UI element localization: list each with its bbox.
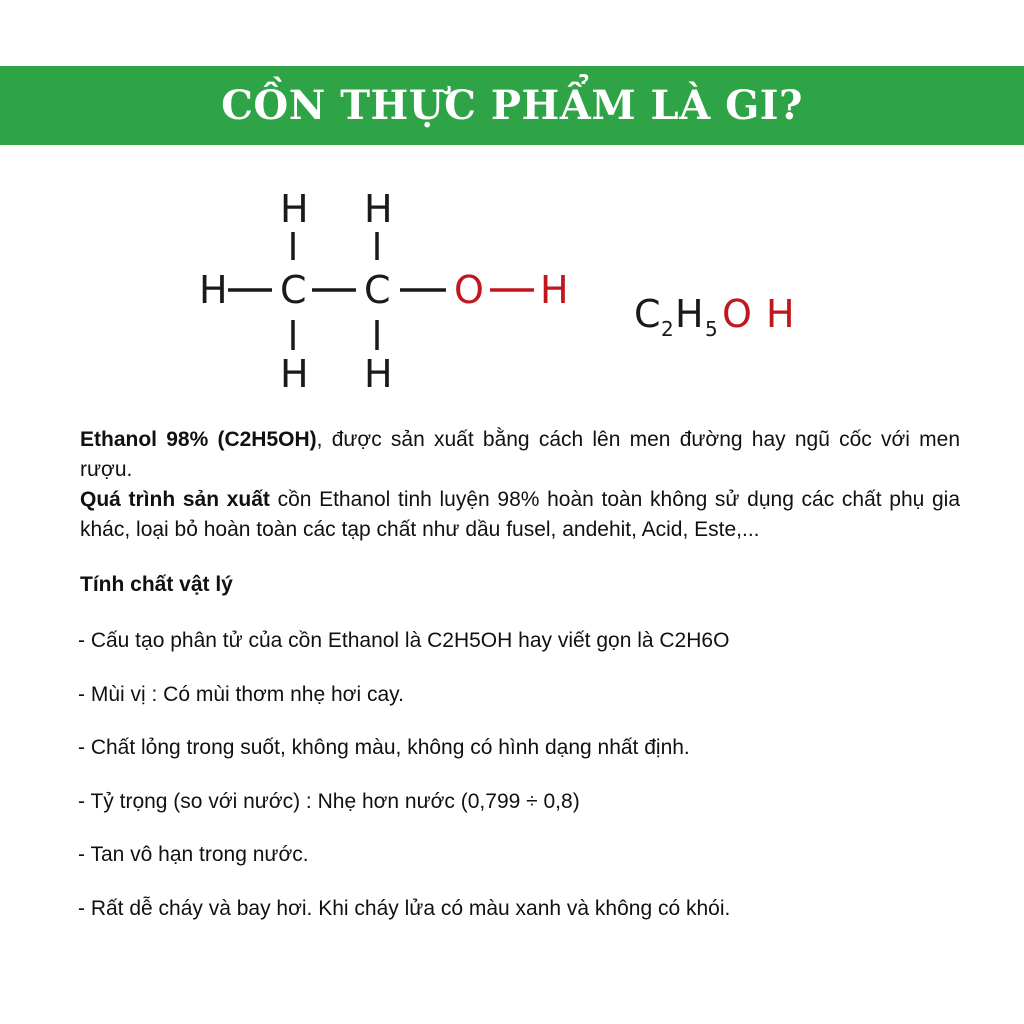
property-list xyxy=(78,626,978,947)
atom-h-left: H xyxy=(199,268,228,312)
intro-paragraph-1 xyxy=(80,425,960,485)
ethanol-structure-diagram xyxy=(0,180,860,400)
atom-h-right: H xyxy=(540,268,569,312)
list-item: - Tan vô hạn trong nước. xyxy=(78,843,309,866)
atom-h-bottom-2: H xyxy=(364,352,393,396)
formula-c-subscript: 2 xyxy=(661,317,674,341)
atom-h-bottom-1: H xyxy=(280,352,309,396)
page-title: CỒN THỰC PHẨM LÀ GI? xyxy=(221,82,803,129)
intro-paragraph-2 xyxy=(80,485,960,545)
atom-c1: C xyxy=(280,268,307,312)
title-banner xyxy=(0,66,1024,145)
section-title: Tính chất vật lý xyxy=(80,573,233,596)
atom-h-top-1: H xyxy=(280,187,309,231)
intro-text-2: cồn Ethanol tinh luyện 98% hoàn toàn không sử dụng các chất phụ gia khác, loại bỏ hoàn toàn các tạp chất như dầu fusel, andehit, Acid, Este,... xyxy=(80,488,960,541)
list-item: - Chất lỏng trong suốt, không màu, không có hình dạng nhất định. xyxy=(78,736,690,759)
list-item: - Mùi vị : Có mùi thơm nhẹ hơi cay. xyxy=(78,682,404,706)
list-item: - Rất dễ cháy và bay hơi. Khi cháy lửa có màu xanh và không có khói. xyxy=(78,896,731,920)
list-item: - Cấu tạo phân tử của cồn Ethanol là C2H5OH hay viết gọn là C2H6O xyxy=(78,629,730,652)
intro-bold-ethanol: Ethanol 98% (C2H5OH) xyxy=(80,428,317,451)
formula-h-subscript: 5 xyxy=(705,317,718,341)
formula-h: H xyxy=(675,292,704,336)
intro-bold-process: Quá trình sản xuất xyxy=(80,488,270,511)
content-area xyxy=(78,425,960,920)
atom-h-top-2: H xyxy=(364,187,393,231)
formula-o: O xyxy=(722,292,752,336)
list-item: - Tỷ trọng (so với nước) : Nhẹ hơn nước (0,799 ÷ 0,8) xyxy=(78,789,580,813)
formula-c: C xyxy=(634,292,661,336)
intro-text-1: , được sản xuất bằng cách lên men đường hay ngũ cốc với men rượu. xyxy=(80,428,960,481)
atom-c2: C xyxy=(364,268,391,312)
formula-h-end: H xyxy=(766,292,795,336)
atom-o: O xyxy=(454,268,484,312)
